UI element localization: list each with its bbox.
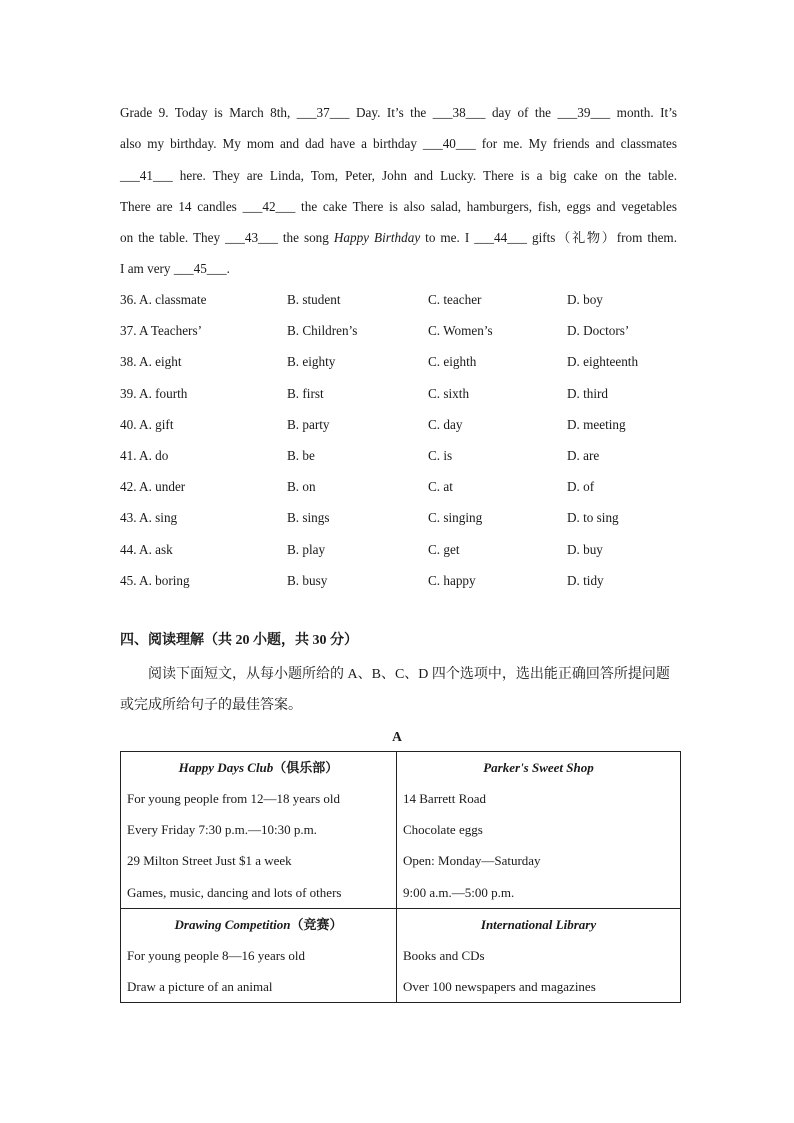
option-c: C. day bbox=[428, 416, 463, 432]
table-row bbox=[121, 752, 681, 909]
ad-line: 14 Barrett Road bbox=[403, 791, 487, 806]
section-title: 四、阅读理解（共 20 小题，共 30 分） bbox=[120, 633, 358, 648]
question-row bbox=[120, 440, 680, 471]
option-a: 38. A. eight bbox=[120, 354, 182, 370]
ad-line: For young people from 12—18 years old bbox=[127, 791, 341, 806]
passage-line: also my birthday. My mom and dad have a birthday ___40___ for me. My friends and classmates bbox=[120, 136, 677, 152]
option-d: D. are bbox=[567, 447, 600, 463]
question-row bbox=[120, 315, 680, 346]
instruction-line: 阅读下面短文，从每小题所给的 A、B、C、D 四个选项中，选出能正确回答所提问题 bbox=[148, 667, 670, 682]
ad-line: Books and CDs bbox=[403, 947, 485, 963]
option-c: C. get bbox=[428, 541, 460, 557]
ad-line: 9:00 a.m.—5:00 p.m. bbox=[403, 884, 515, 900]
option-a: 37. A Teachers’ bbox=[120, 323, 202, 339]
option-b: B. play bbox=[287, 541, 326, 557]
cloze-passage bbox=[120, 97, 677, 285]
option-a: 45. A. boring bbox=[120, 572, 190, 588]
option-d: D. buy bbox=[567, 541, 603, 557]
question-row bbox=[120, 409, 680, 440]
question-row bbox=[120, 502, 680, 533]
option-c: C. singing bbox=[428, 510, 483, 526]
ad-title-text: Drawing Competition bbox=[174, 916, 291, 932]
option-d: D. Doctors’ bbox=[567, 323, 630, 339]
option-d: D. of bbox=[567, 479, 595, 495]
option-c: C. eighth bbox=[428, 354, 477, 370]
option-b: B. Children’s bbox=[287, 323, 358, 339]
option-d: D. third bbox=[567, 385, 609, 401]
section-instructions bbox=[120, 659, 677, 721]
ad-line: Every Friday 7:30 p.m.—10:30 p.m. bbox=[127, 822, 317, 838]
option-c: C. teacher bbox=[428, 292, 482, 307]
ads-table bbox=[120, 751, 681, 1003]
ad-shop bbox=[397, 752, 681, 909]
question-row bbox=[120, 378, 680, 409]
ad-line: Chocolate eggs bbox=[403, 822, 483, 838]
question-row bbox=[120, 346, 680, 377]
option-d: D. eighteenth bbox=[567, 354, 639, 370]
ad-line: Games, music, dancing and lots of others bbox=[127, 884, 342, 900]
option-b: B. eighty bbox=[287, 354, 336, 370]
passage-text: on the table. They ___43___ the song bbox=[120, 230, 334, 246]
question-row bbox=[120, 565, 680, 596]
option-a: 36. A. classmate bbox=[120, 292, 207, 307]
passage-line: I am very ___45___. bbox=[120, 261, 230, 277]
option-c: C. happy bbox=[428, 572, 476, 588]
option-d: D. to sing bbox=[567, 510, 619, 526]
part-label: A bbox=[392, 729, 402, 744]
ad-title bbox=[127, 752, 390, 783]
ad-title: International Library bbox=[480, 916, 597, 932]
passage-line: Grade 9. Today is March 8th, ___37___ Day. It’s the ___38___ day of the ___39___ month. It’s bbox=[120, 105, 677, 120]
option-b: B. busy bbox=[287, 572, 328, 588]
option-d: D. meeting bbox=[567, 416, 626, 432]
option-c: C. is bbox=[428, 447, 453, 463]
option-b: B. be bbox=[287, 447, 315, 463]
ad-library bbox=[397, 908, 681, 1002]
passage-line: There are 14 candles ___42___ the cake There is also salad, hamburgers, fish, eggs and vegetables bbox=[120, 198, 677, 214]
ad-title: Parker's Sweet Shop bbox=[483, 760, 594, 775]
option-a: 42. A. under bbox=[120, 479, 186, 495]
passage-text: to me. I ___44___ gifts（礼物）from them. bbox=[420, 230, 677, 246]
question-row bbox=[120, 471, 680, 502]
question-row bbox=[120, 284, 680, 315]
ad-line: Draw a picture of an animal bbox=[127, 978, 273, 994]
instruction-line: 或完成所给句子的最佳答案。 bbox=[120, 698, 302, 713]
option-c: C. at bbox=[428, 479, 453, 495]
passage-line: ___41___ here. They are Linda, Tom, Peter, John and Lucky. There is a big cake on the table. bbox=[120, 167, 677, 183]
option-b: B. party bbox=[287, 416, 330, 432]
song-title: Happy Birthday bbox=[333, 230, 421, 246]
ad-line: Open: Monday—Saturday bbox=[403, 853, 541, 869]
option-d: D. boy bbox=[567, 292, 603, 307]
ad-title-cn: （竞赛） bbox=[290, 916, 343, 932]
option-b: B. sings bbox=[287, 510, 330, 526]
table-row bbox=[121, 908, 681, 1002]
ad-club bbox=[121, 752, 397, 909]
ad-line: 29 Milton Street Just $1 a week bbox=[127, 853, 292, 869]
option-a: 43. A. sing bbox=[120, 510, 178, 526]
ad-drawing bbox=[121, 908, 397, 1002]
ad-line: For young people 8—16 years old bbox=[127, 947, 306, 963]
ad-title-cn: （俱乐部） bbox=[273, 760, 339, 775]
option-a: 44. A. ask bbox=[120, 541, 173, 557]
option-c: C. sixth bbox=[428, 385, 470, 401]
question-row bbox=[120, 534, 680, 565]
passage-line bbox=[120, 222, 677, 253]
option-b: B. first bbox=[287, 385, 324, 401]
option-b: B. student bbox=[287, 292, 341, 307]
option-a: 39. A. fourth bbox=[120, 385, 188, 401]
ad-title bbox=[127, 909, 390, 940]
option-c: C. Women’s bbox=[428, 323, 493, 339]
option-d: D. tidy bbox=[567, 572, 604, 588]
ad-title-text: Happy Days Club bbox=[178, 760, 274, 775]
option-b: B. on bbox=[287, 479, 316, 495]
ad-line: Over 100 newspapers and magazines bbox=[403, 978, 596, 994]
option-a: 41. A. do bbox=[120, 447, 169, 463]
option-a: 40. A. gift bbox=[120, 416, 174, 432]
question-options bbox=[120, 284, 680, 596]
